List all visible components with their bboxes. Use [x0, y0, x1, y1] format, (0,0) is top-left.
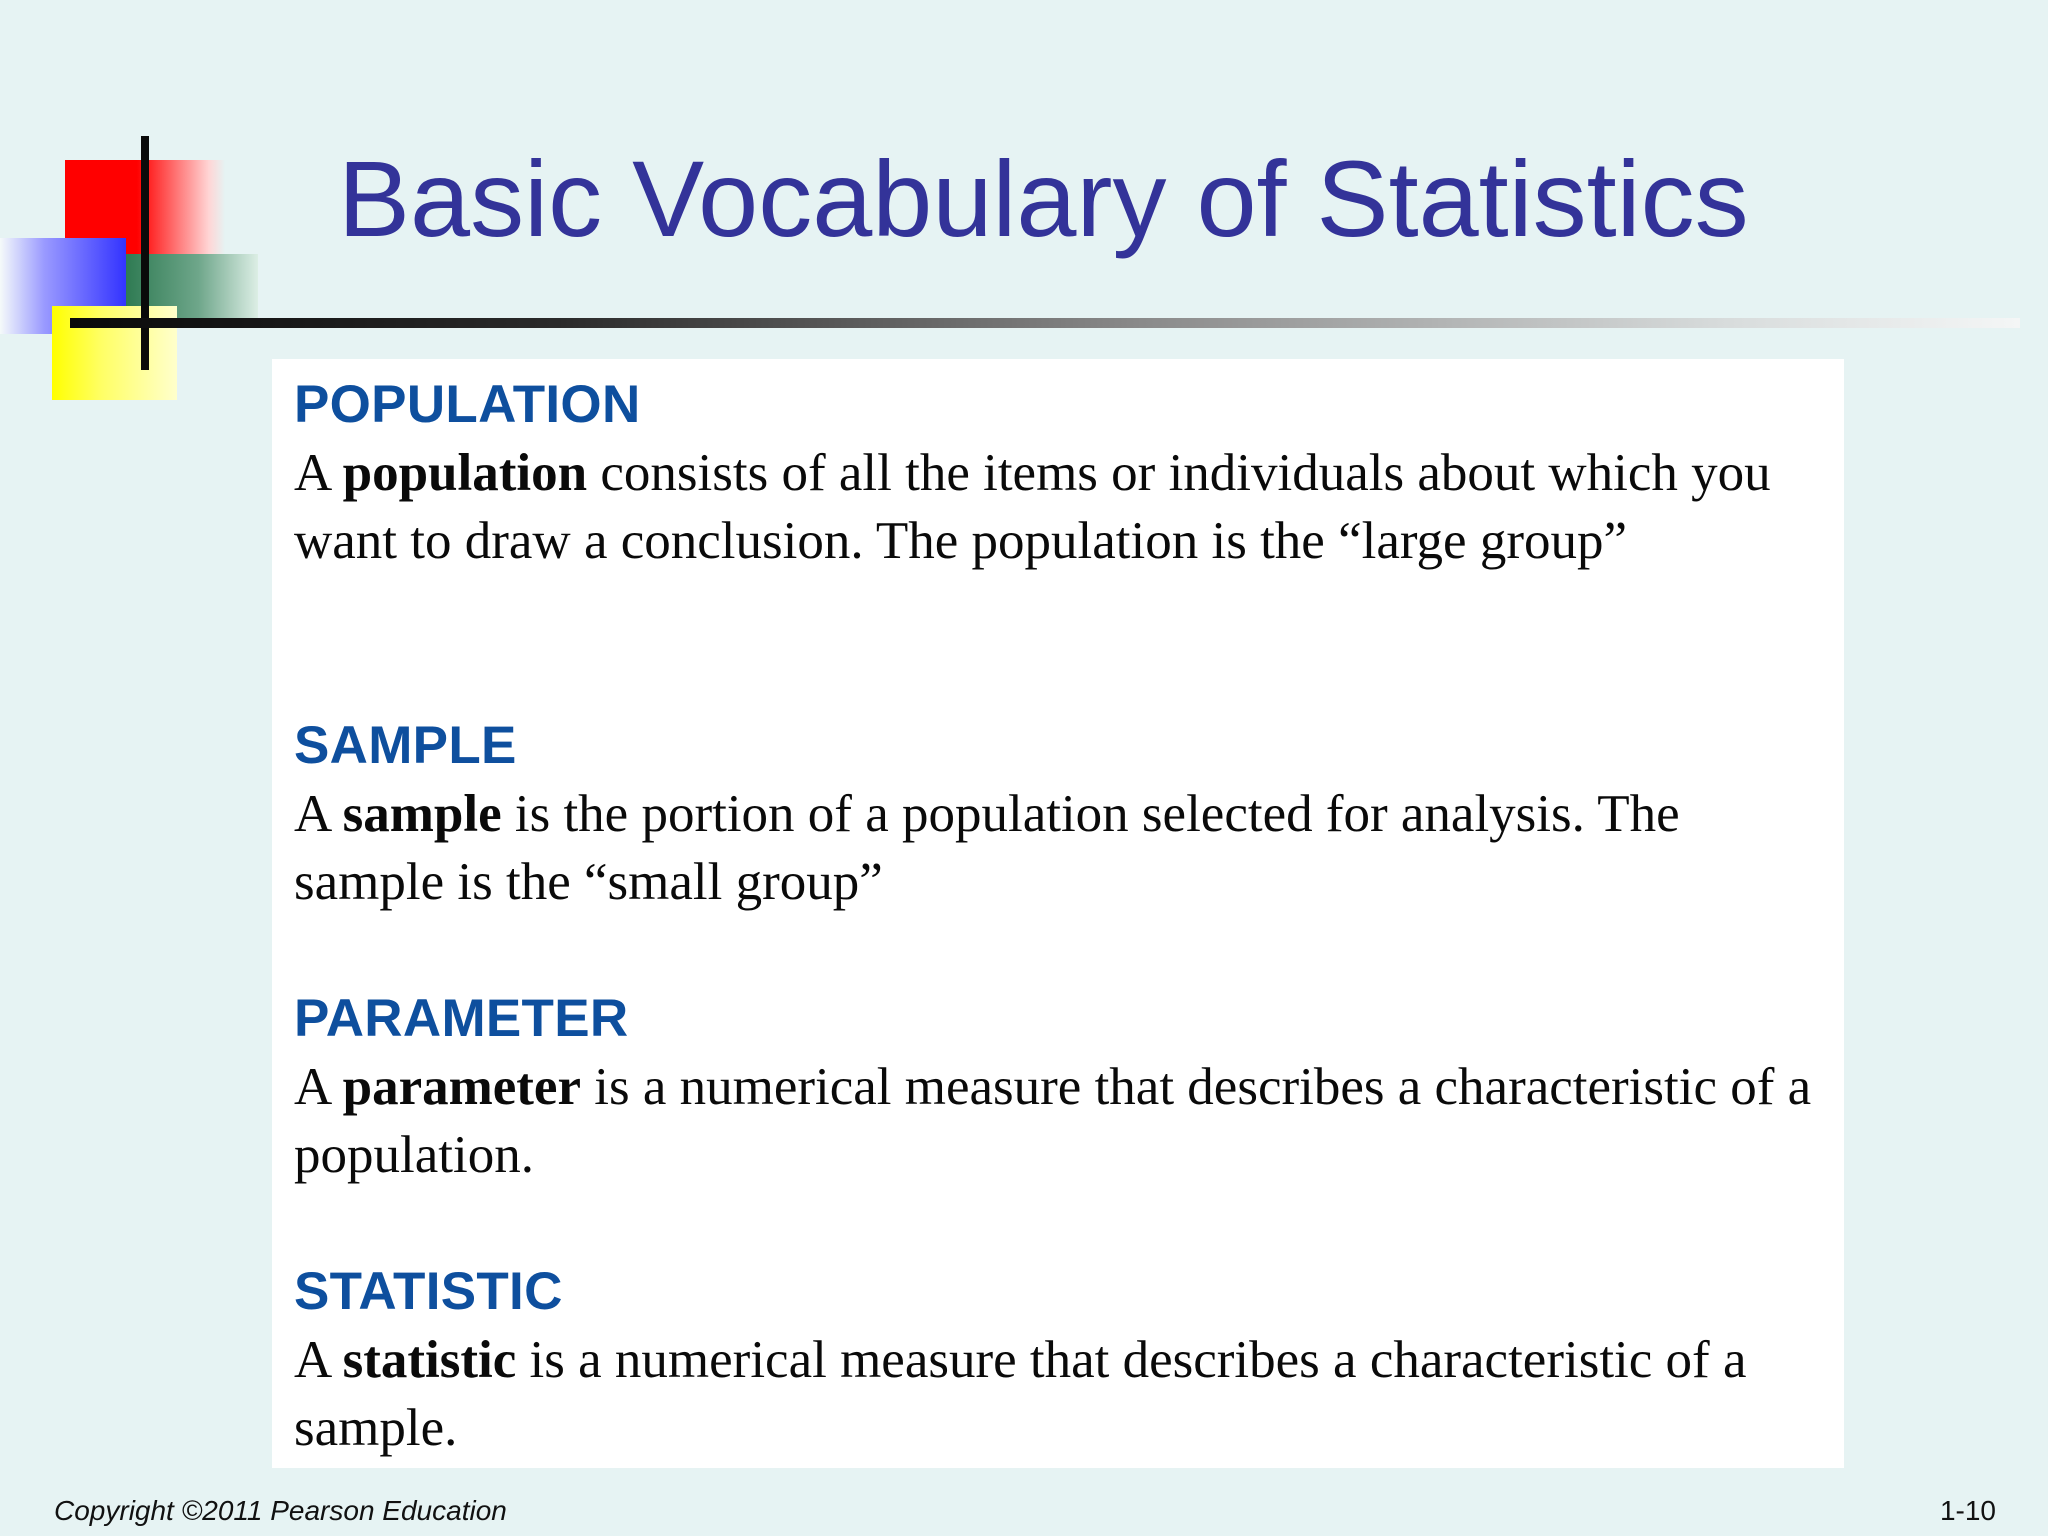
term-definition-text: is a numerical measure that describes a characteristic of a sample. — [294, 1331, 1747, 1457]
term-definition — [294, 439, 1834, 575]
term-definition-text: is the portion of a population selected for analysis. The sample is the “small group” — [294, 785, 1680, 911]
decorative-corner-graphic — [0, 0, 270, 410]
term-definition — [294, 780, 1834, 916]
term-article: A — [294, 1331, 343, 1389]
term-heading: STATISTIC — [294, 1262, 563, 1321]
term-keyword: sample — [342, 785, 502, 843]
term-keyword: population — [342, 444, 588, 502]
slide-title: Basic Vocabulary of Statistics — [338, 138, 1749, 259]
term-population — [294, 371, 1834, 575]
term-statistic — [294, 1258, 1834, 1462]
term-heading: PARAMETER — [294, 989, 629, 1048]
term-sample — [294, 712, 1834, 916]
term-keyword: parameter — [342, 1058, 581, 1116]
term-keyword: statistic — [342, 1331, 517, 1389]
term-parameter — [294, 985, 1834, 1189]
slide-number: 1-10 — [1939, 1495, 1996, 1526]
term-article: A — [294, 1058, 343, 1116]
term-definition-text: is a numerical measure that describes a characteristic of a population. — [294, 1058, 1812, 1184]
term-definition — [294, 1053, 1834, 1189]
term-definition — [294, 1326, 1834, 1462]
term-heading: SAMPLE — [294, 716, 517, 775]
title-underline — [70, 318, 2020, 328]
vertical-divider-line — [141, 136, 149, 370]
copyright-notice: Copyright ©2011 Pearson Education — [54, 1495, 507, 1526]
term-heading: POPULATION — [294, 375, 641, 434]
term-article: A — [294, 444, 343, 502]
term-article: A — [294, 785, 343, 843]
content-panel — [272, 359, 1844, 1468]
term-definition-text: consists of all the items or individuals about which you want to draw a conclusion. The population is the “large group” — [294, 444, 1771, 570]
